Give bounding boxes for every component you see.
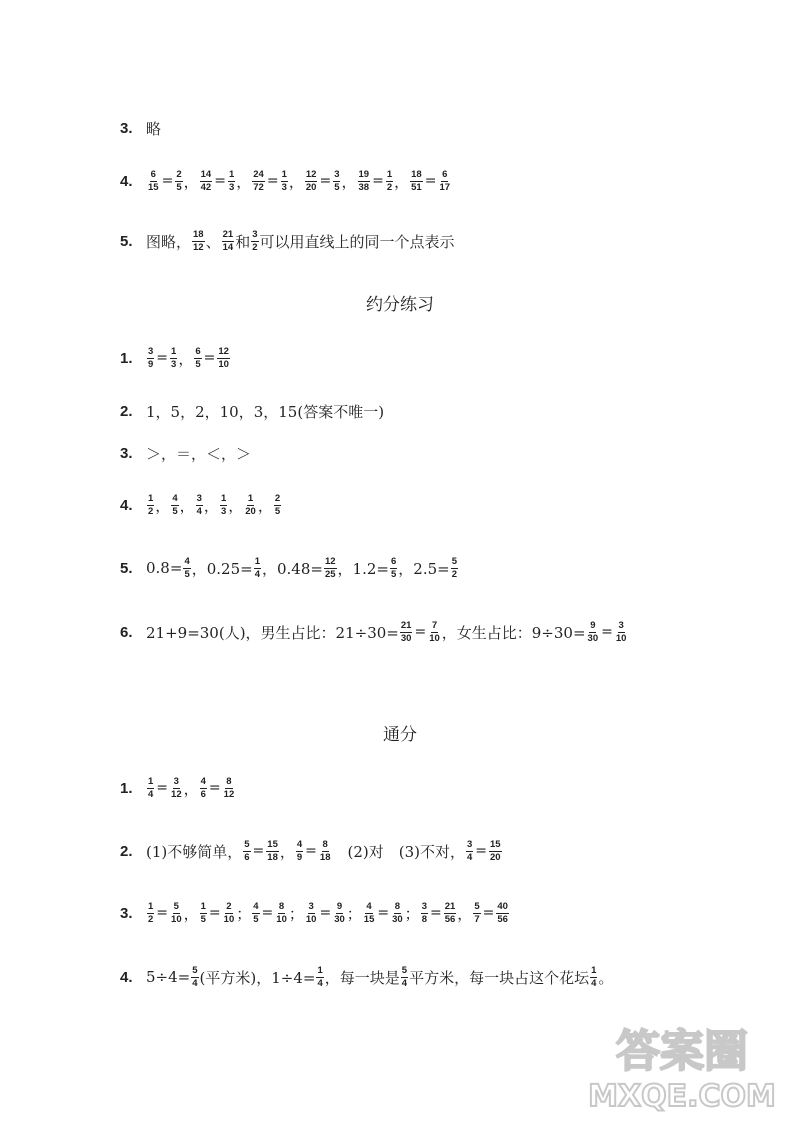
- fraction: [266, 840, 279, 863]
- answer-line-s2-4: [120, 494, 282, 517]
- fraction-numerator: 3: [308, 901, 314, 912]
- fraction-numerator: 5: [401, 965, 408, 976]
- fraction-denominator: 10: [305, 913, 317, 925]
- fraction: [305, 902, 318, 925]
- fraction-numerator: 40: [497, 901, 508, 912]
- fraction-numerator: 1: [254, 556, 260, 567]
- answer-text: ，1.2=: [337, 559, 389, 578]
- fraction-numerator: 4: [296, 839, 303, 850]
- fraction-denominator: 9: [148, 358, 154, 370]
- fraction-denominator: 17: [439, 181, 451, 193]
- fraction-numerator: 12: [218, 346, 229, 357]
- fraction-denominator: 5: [274, 505, 281, 517]
- fraction: [170, 777, 183, 800]
- equals-sign: =: [208, 780, 221, 797]
- fraction: [175, 170, 182, 193]
- watermark-logo: [582, 1006, 782, 1116]
- fraction: [223, 777, 236, 800]
- answer-text: (2)对 (3)不对，: [332, 842, 465, 861]
- fraction-numerator: 1: [591, 965, 597, 976]
- fraction-numerator: 8: [322, 839, 328, 850]
- fraction-denominator: 3: [220, 505, 227, 517]
- fraction-numerator: 21: [400, 620, 412, 631]
- fraction-numerator: 1: [148, 493, 154, 504]
- fraction-numerator: 12: [324, 556, 336, 567]
- fraction-numerator: 2: [274, 493, 281, 504]
- fraction-denominator: 2: [148, 913, 154, 925]
- fraction: [363, 902, 376, 925]
- answer-text: ，: [288, 172, 304, 191]
- fraction: [410, 170, 423, 193]
- fraction-numerator: 6: [390, 556, 397, 567]
- fraction-denominator: 12: [193, 241, 204, 253]
- answer-text: ，: [279, 842, 295, 861]
- fraction-denominator: 2: [252, 241, 258, 253]
- fraction-denominator: 10: [276, 913, 287, 925]
- answer-text: 1，5，2，10，3，15(答案不唯一): [146, 403, 385, 421]
- fraction: [390, 557, 397, 580]
- equals-sign: =: [266, 173, 279, 190]
- fraction-denominator: 6: [244, 851, 250, 863]
- fraction-numerator: 8: [226, 776, 232, 787]
- fraction-numerator: 8: [278, 901, 285, 912]
- fraction: [171, 494, 178, 517]
- fraction-numerator: 3: [196, 493, 202, 504]
- fraction-denominator: 56: [444, 913, 456, 925]
- fraction: [228, 170, 235, 193]
- fraction-numerator: 8: [394, 901, 401, 912]
- fraction: [587, 621, 600, 644]
- fraction-denominator: 72: [253, 181, 264, 193]
- fraction-denominator: 4: [192, 977, 198, 989]
- fraction: [386, 170, 393, 193]
- fraction-numerator: 7: [431, 620, 438, 631]
- fraction-denominator: 20: [245, 505, 256, 517]
- answer-text: 略: [146, 120, 162, 138]
- fraction: [333, 902, 346, 925]
- equals-sign: =: [305, 843, 317, 860]
- equals-sign: =: [377, 905, 390, 922]
- item-number: 4.: [120, 496, 133, 514]
- fraction-denominator: 4: [466, 851, 473, 863]
- answer-text: 和: [235, 232, 251, 251]
- item-number: 1.: [120, 349, 133, 367]
- fraction-numerator: 1: [200, 901, 206, 912]
- answer-text: ，0.25=: [191, 559, 253, 578]
- fraction-denominator: 42: [200, 181, 212, 193]
- answer-text: 5÷4=: [146, 968, 191, 987]
- fraction: [316, 966, 323, 989]
- fraction-denominator: 15: [148, 181, 159, 193]
- fraction-denominator: 4: [401, 977, 408, 989]
- fraction-denominator: 18: [319, 851, 331, 863]
- fraction: [615, 621, 628, 644]
- fraction: [254, 557, 261, 580]
- fraction-numerator: 1: [317, 965, 323, 976]
- answer-text: ，女生占比：9÷30=: [441, 623, 586, 642]
- equals-sign: =: [601, 624, 613, 641]
- fraction-denominator: 9: [296, 851, 303, 863]
- item-number: 2.: [120, 842, 133, 860]
- answer-text: ，2.5=: [398, 559, 450, 578]
- fraction: [191, 966, 198, 989]
- fraction-numerator: 1: [148, 901, 154, 912]
- equals-sign: =: [429, 905, 442, 922]
- fraction: [147, 347, 154, 370]
- answer-text: ，: [183, 172, 199, 191]
- answer-line-s2-3: [120, 443, 251, 464]
- equals-sign: =: [319, 905, 332, 922]
- fraction-denominator: 38: [358, 181, 370, 193]
- answer-line-s3-2: [120, 840, 503, 863]
- answer-text: ，: [236, 172, 252, 191]
- fraction: [400, 621, 413, 644]
- fraction: [274, 494, 281, 517]
- answer-text: ，: [257, 496, 273, 515]
- fraction: [324, 557, 337, 580]
- fraction-denominator: 10: [615, 632, 627, 644]
- section-heading-common-denominator: 通分: [383, 725, 417, 745]
- item-number: 3.: [120, 445, 133, 462]
- answer-text: (1)不够简单，: [146, 842, 243, 861]
- fraction-numerator: 4: [253, 901, 259, 912]
- equals-sign: =: [208, 905, 221, 922]
- answer-text: (平方米)，1÷4=: [199, 968, 316, 987]
- equals-sign: =: [156, 905, 169, 922]
- fraction-numerator: 24: [253, 169, 264, 180]
- fraction: [183, 557, 190, 580]
- fraction: [194, 347, 201, 370]
- fraction-denominator: 5: [176, 181, 182, 193]
- fraction-numerator: 3: [173, 776, 179, 787]
- fraction: [200, 777, 207, 800]
- answer-text: ，: [394, 172, 410, 191]
- equals-sign: =: [156, 350, 169, 367]
- answer-text: ，: [178, 349, 194, 368]
- fraction: [444, 902, 457, 925]
- fraction-numerator: 15: [490, 839, 501, 850]
- fraction-denominator: 18: [267, 851, 278, 863]
- fraction-numerator: 1: [171, 346, 177, 357]
- answer-text: ，: [341, 172, 357, 191]
- fraction: [438, 170, 451, 193]
- fraction-numerator: 4: [366, 901, 372, 912]
- fraction: [147, 494, 154, 517]
- fraction: [217, 347, 230, 370]
- fraction: [428, 621, 441, 644]
- fraction-denominator: 10: [218, 358, 229, 370]
- fraction-denominator: 30: [587, 632, 599, 644]
- fraction-numerator: 3: [421, 901, 427, 912]
- fraction-denominator: 5: [334, 181, 340, 193]
- equals-sign: =: [261, 905, 274, 922]
- fraction-numerator: 5: [451, 556, 458, 567]
- fraction-denominator: 5: [195, 358, 201, 370]
- watermark-text-cn: 答案圈: [616, 1026, 748, 1077]
- fraction-numerator: 3: [466, 839, 473, 850]
- fraction-numerator: 5: [173, 901, 179, 912]
- fraction: [147, 170, 160, 193]
- answer-text: 可以用直线上的同一个点表示: [259, 232, 455, 251]
- fraction-denominator: 14: [222, 241, 234, 253]
- item-number: 5.: [120, 559, 133, 577]
- fraction-denominator: 10: [429, 632, 440, 644]
- item-number: 3.: [120, 904, 133, 922]
- item-number: 4.: [120, 968, 133, 986]
- fraction-numerator: 1: [228, 169, 235, 180]
- answer-line-s3-4: [120, 966, 613, 989]
- answer-text: ，: [183, 779, 199, 798]
- answer-line-s2-1: [120, 347, 231, 370]
- fraction-numerator: 9: [336, 901, 343, 912]
- fraction-denominator: 30: [400, 632, 412, 644]
- fraction: [590, 966, 597, 989]
- fraction: [220, 494, 227, 517]
- watermark-text-url: MXQE.COM: [588, 1079, 776, 1114]
- fraction-denominator: 30: [334, 913, 345, 925]
- equals-sign: =: [424, 173, 437, 190]
- answer-line-s1-5: [120, 230, 455, 253]
- fraction-denominator: 56: [497, 913, 508, 925]
- fraction: [358, 170, 371, 193]
- fraction-numerator: 21: [222, 229, 234, 240]
- answer-line-s3-3: [120, 902, 510, 925]
- fraction-numerator: 4: [172, 493, 178, 504]
- equals-sign: =: [203, 350, 216, 367]
- fraction-numerator: 15: [267, 839, 278, 850]
- answer-text: ；: [236, 904, 252, 923]
- fraction-denominator: 20: [490, 851, 501, 863]
- fraction-numerator: 2: [226, 901, 232, 912]
- fraction: [489, 840, 502, 863]
- answer-line-s3-1: [120, 777, 236, 800]
- equals-sign: =: [475, 843, 488, 860]
- answer-text: ，: [155, 496, 171, 515]
- fraction-numerator: 14: [200, 169, 212, 180]
- fraction: [333, 170, 340, 193]
- fraction-denominator: 12: [171, 788, 182, 800]
- fraction-denominator: 2: [148, 505, 154, 517]
- fraction: [200, 170, 213, 193]
- equals-sign: =: [214, 173, 226, 190]
- equals-sign: =: [482, 905, 495, 922]
- fraction: [451, 557, 458, 580]
- answer-line-s1-4: [120, 170, 452, 193]
- fraction-numerator: 18: [193, 229, 204, 240]
- equals-sign: =: [161, 173, 174, 190]
- answer-text: 0.8=: [146, 559, 183, 578]
- fraction: [305, 170, 318, 193]
- fraction-numerator: 3: [148, 346, 154, 357]
- fraction-denominator: 10: [223, 913, 235, 925]
- fraction-numerator: 2: [176, 169, 182, 180]
- fraction-numerator: 6: [150, 169, 156, 180]
- fraction: [275, 902, 288, 925]
- fraction: [421, 902, 428, 925]
- fraction-numerator: 4: [184, 556, 190, 567]
- fraction-numerator: 19: [358, 169, 370, 180]
- fraction: [243, 840, 250, 863]
- fraction-numerator: 12: [305, 169, 317, 180]
- fraction-denominator: 5: [390, 568, 397, 580]
- fraction-numerator: 3: [618, 620, 624, 631]
- answer-text: ，0.48=: [262, 559, 323, 578]
- answer-text: 。: [598, 968, 614, 987]
- fraction: [196, 494, 203, 517]
- answer-text: ，: [203, 496, 219, 515]
- fraction-numerator: 1: [148, 776, 154, 787]
- fraction: [496, 902, 509, 925]
- fraction-numerator: 1: [281, 169, 287, 180]
- answer-text: ；: [288, 904, 304, 923]
- answer-line-s2-5: [120, 557, 459, 580]
- fraction-numerator: 18: [411, 169, 422, 180]
- answer-text: ；: [346, 904, 362, 923]
- fraction-denominator: 5: [200, 913, 206, 925]
- item-number: 5.: [120, 232, 133, 250]
- item-number: 6.: [120, 623, 133, 641]
- fraction-numerator: 5: [192, 965, 198, 976]
- fraction: [244, 494, 257, 517]
- fraction: [252, 902, 259, 925]
- fraction-numerator: 21: [444, 901, 456, 912]
- fraction-denominator: 15: [363, 913, 375, 925]
- fraction-numerator: 4: [200, 776, 206, 787]
- fraction-denominator: 2: [386, 181, 393, 193]
- fraction: [466, 840, 473, 863]
- fraction: [200, 902, 207, 925]
- fraction-numerator: 6: [442, 169, 448, 180]
- fraction-numerator: 5: [244, 839, 250, 850]
- answer-line-s2-2: [120, 401, 384, 422]
- fraction-denominator: 3: [171, 358, 177, 370]
- item-number: 4.: [120, 172, 133, 190]
- fraction-denominator: 5: [184, 568, 190, 580]
- answer-line-s1-3: [120, 118, 161, 139]
- answer-text: ，每一块是: [324, 968, 400, 987]
- fraction: [391, 902, 404, 925]
- fraction: [401, 966, 408, 989]
- fraction-denominator: 3: [228, 181, 235, 193]
- fraction-denominator: 6: [200, 788, 206, 800]
- fraction: [170, 347, 177, 370]
- answer-text: ；: [404, 904, 420, 923]
- fraction-denominator: 12: [223, 788, 235, 800]
- fraction: [222, 230, 235, 253]
- fraction: [473, 902, 480, 925]
- fraction-numerator: 1: [386, 169, 393, 180]
- fraction-numerator: 1: [247, 493, 254, 504]
- fraction-denominator: 4: [148, 788, 154, 800]
- fraction: [296, 840, 303, 863]
- fraction-denominator: 51: [411, 181, 422, 193]
- fraction: [319, 840, 332, 863]
- fraction: [147, 902, 154, 925]
- fraction-denominator: 30: [392, 913, 403, 925]
- equals-sign: =: [156, 780, 169, 797]
- fraction-denominator: 25: [324, 568, 336, 580]
- answer-text: 图略，: [146, 232, 192, 251]
- fraction: [281, 170, 288, 193]
- fraction: [170, 902, 183, 925]
- fraction-numerator: 5: [474, 901, 480, 912]
- fraction-numerator: 9: [590, 620, 596, 631]
- fraction-denominator: 7: [474, 913, 480, 925]
- section-heading-reduce-fractions: 约分练习: [366, 295, 434, 315]
- fraction-numerator: 6: [195, 346, 201, 357]
- fraction-denominator: 8: [421, 913, 427, 925]
- item-number: 2.: [120, 403, 133, 420]
- answer-text: 、: [205, 232, 221, 251]
- fraction-numerator: 1: [220, 493, 227, 504]
- equals-sign: =: [414, 624, 427, 641]
- equals-sign: =: [319, 173, 332, 190]
- equals-sign: =: [252, 843, 265, 860]
- equals-sign: =: [372, 173, 384, 190]
- fraction-denominator: 10: [171, 913, 182, 925]
- fraction-denominator: 2: [451, 568, 458, 580]
- answer-text: ，: [179, 496, 195, 515]
- fraction-denominator: 4: [254, 568, 260, 580]
- fraction: [147, 777, 154, 800]
- fraction: [252, 170, 265, 193]
- answer-text: ，: [228, 496, 244, 515]
- fraction-denominator: 5: [253, 913, 259, 925]
- fraction: [251, 230, 258, 253]
- answer-text: ＞，＝，＜，＞: [146, 445, 252, 463]
- answer-line-s2-6: [120, 621, 628, 644]
- fraction-denominator: 4: [317, 977, 323, 989]
- answer-text: ，: [457, 904, 473, 923]
- fraction-denominator: 5: [172, 505, 178, 517]
- item-number: 1.: [120, 779, 133, 797]
- fraction-denominator: 4: [591, 977, 597, 989]
- fraction: [223, 902, 236, 925]
- item-number: 3.: [120, 120, 133, 137]
- fraction-denominator: 20: [305, 181, 317, 193]
- fraction-denominator: 4: [196, 505, 202, 517]
- answer-text: ，: [183, 904, 199, 923]
- answer-text: 21+9=30(人)，男生占比：21÷30=: [146, 623, 399, 642]
- fraction-denominator: 3: [281, 181, 287, 193]
- answer-text: 平方米，每一块占这个花坛: [409, 968, 590, 987]
- fraction-numerator: 3: [252, 229, 258, 240]
- fraction: [192, 230, 205, 253]
- fraction-numerator: 3: [334, 169, 340, 180]
